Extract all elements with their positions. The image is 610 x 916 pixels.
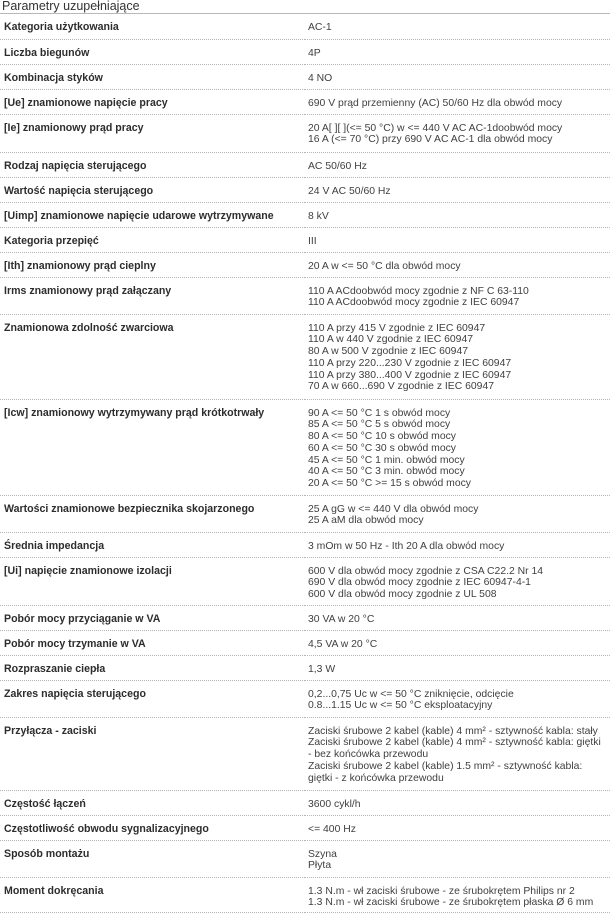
spec-label: Kategoria przepięć xyxy=(0,227,305,252)
spec-label: [Ue] znamionowe napięcie pracy xyxy=(0,89,305,114)
spec-row xyxy=(0,605,610,630)
spec-value: <= 400 Hz xyxy=(305,815,610,840)
spec-value: 3 mOm w 50 Hz - Ith 20 A dla obwód mocy xyxy=(305,532,610,557)
spec-label: Częstość łączeń xyxy=(0,790,305,815)
spec-row xyxy=(0,314,610,399)
spec-value: 8 kV xyxy=(305,202,610,227)
spec-value: 20 A[ ][ ](<= 50 °C) w <= 440 V AC AC-1doobwód mocy 16 A (<= 70 °C) przy 690 V AC AC-1 dla obwód mocy xyxy=(305,114,610,152)
spec-value: 25 A gG w <= 440 V dla obwód mocy 25 A aM dla obwód mocy xyxy=(305,495,610,532)
spec-row xyxy=(0,877,610,912)
spec-label: [Uimp] znamionowe napięcie udarowe wytrzymywane xyxy=(0,202,305,227)
spec-value: 4 NO xyxy=(305,64,610,89)
spec-label: Kategoria użytkowania xyxy=(0,14,305,39)
spec-value: 600 V dla obwód mocy zgodnie z CSA C22.2 Nr 14 690 V dla obwód mocy zgodnie z IEC 60947-4-1 600 V dla obwód mocy zgodnie z UL 508 xyxy=(305,557,610,605)
spec-label: Kombinacja styków xyxy=(0,64,305,89)
spec-row xyxy=(0,177,610,202)
spec-row xyxy=(0,89,610,114)
spec-row xyxy=(0,152,610,177)
spec-value: 90 A <= 50 °C 1 s obwód mocy 85 A <= 50 °C 5 s obwód mocy 80 A <= 50 °C 10 s obwód mocy 60 A <= 50 °C 30 s obwód mocy 45 A <= 50 °C 1 min. obwód mocy 40 A <= 50 °C 3 min. obwód mocy 20 A <= 50 °C >= 15 s obwód mocy xyxy=(305,399,610,495)
spec-value: 4,5 VA w 20 °C xyxy=(305,630,610,655)
spec-label: Przyłącza - zaciski xyxy=(0,717,305,790)
spec-row xyxy=(0,680,610,717)
spec-value: 24 V AC 50/60 Hz xyxy=(305,177,610,202)
spec-row xyxy=(0,655,610,680)
spec-value: 690 V prąd przemienny (AC) 50/60 Hz dla obwód mocy xyxy=(305,89,610,114)
spec-value: 110 A przy 415 V zgodnie z IEC 60947 110 A w 440 V zgodnie z IEC 60947 80 A w 500 V zgodnie z IEC 60947 110 A przy 220...230 V zgodnie z IEC 60947 110 A przy 380...400 V zgodnie z IEC 60947 70 A w 660...690 V zgodnie z IEC 60947 xyxy=(305,314,610,399)
spec-table xyxy=(0,14,610,913)
spec-label: [Icw] znamionowy wytrzymywany prąd krótkotrwały xyxy=(0,399,305,495)
spec-value: AC-1 xyxy=(305,14,610,39)
spec-label: Pobór mocy przyciąganie w VA xyxy=(0,605,305,630)
spec-row xyxy=(0,114,610,152)
spec-value: Szyna Płyta xyxy=(305,840,610,877)
spec-label: Pobór mocy trzymanie w VA xyxy=(0,630,305,655)
spec-row xyxy=(0,840,610,877)
spec-value: 30 VA w 20 °C xyxy=(305,605,610,630)
spec-value: 0,2...0,75 Uc w <= 50 °C zniknięcie, odcięcie 0.8...1.15 Uc w <= 50 °C eksploatacyjny xyxy=(305,680,610,717)
spec-row xyxy=(0,64,610,89)
spec-value: 3600 cykl/h xyxy=(305,790,610,815)
spec-value: Zaciski śrubowe 2 kabel (kable) 4 mm² - sztywność kabla: stały Zaciski śrubowe 2 kabel (kable) 4 mm² - sztywność kabla: giętki - bez końcówka przewodu Zaciski śrubowe 2 kabel (kable) 1.5 mm² - sztywność kabla: giętki - z końcówka przewodu xyxy=(305,717,610,790)
spec-label: Rozpraszanie ciepła xyxy=(0,655,305,680)
spec-row xyxy=(0,630,610,655)
spec-table-body xyxy=(0,14,610,912)
spec-row xyxy=(0,790,610,815)
spec-value: AC 50/60 Hz xyxy=(305,152,610,177)
spec-value: III xyxy=(305,227,610,252)
spec-row xyxy=(0,39,610,64)
spec-label: [Ie] znamionowy prąd pracy xyxy=(0,114,305,152)
spec-row xyxy=(0,815,610,840)
spec-value: 1.3 N.m - wł zaciski śrubowe - ze śrubokrętem Philips nr 2 1.3 N.m - wł zaciski śrubowe - ze śrubokrętem płaska Ø 6 mm xyxy=(305,877,610,912)
spec-label: Liczba biegunów xyxy=(0,39,305,64)
spec-value: 110 A ACdoobwód mocy zgodnie z NF C 63-110 110 A ACdoobwód mocy zgodnie z IEC 60947 xyxy=(305,277,610,314)
spec-label: Wartość napięcia sterującego xyxy=(0,177,305,202)
spec-label: [Ith] znamionowy prąd cieplny xyxy=(0,252,305,277)
spec-row xyxy=(0,717,610,790)
spec-label: Irms znamionowy prąd załączany xyxy=(0,277,305,314)
spec-value: 20 A w <= 50 °C dla obwód mocy xyxy=(305,252,610,277)
spec-label: Częstotliwość obwodu sygnalizacyjnego xyxy=(0,815,305,840)
spec-row xyxy=(0,14,610,39)
spec-label: Średnia impedancja xyxy=(0,532,305,557)
spec-row xyxy=(0,557,610,605)
spec-row xyxy=(0,202,610,227)
spec-value: 4P xyxy=(305,39,610,64)
spec-label: Zakres napięcia sterującego xyxy=(0,680,305,717)
spec-label: Moment dokręcania xyxy=(0,877,305,912)
spec-label: Znamionowa zdolność zwarciowa xyxy=(0,314,305,399)
spec-value: 1,3 W xyxy=(305,655,610,680)
spec-row xyxy=(0,227,610,252)
section-title: Parametry uzupełniające xyxy=(0,0,610,14)
spec-label: Sposób montażu xyxy=(0,840,305,877)
spec-row xyxy=(0,277,610,314)
spec-row xyxy=(0,399,610,495)
spec-label: Wartości znamionowe bezpiecznika skojarzonego xyxy=(0,495,305,532)
spec-label: Rodzaj napięcia sterującego xyxy=(0,152,305,177)
spec-row xyxy=(0,532,610,557)
spec-row xyxy=(0,252,610,277)
spec-row xyxy=(0,495,610,532)
spec-label: [Ui] napięcie znamionowe izolacji xyxy=(0,557,305,605)
